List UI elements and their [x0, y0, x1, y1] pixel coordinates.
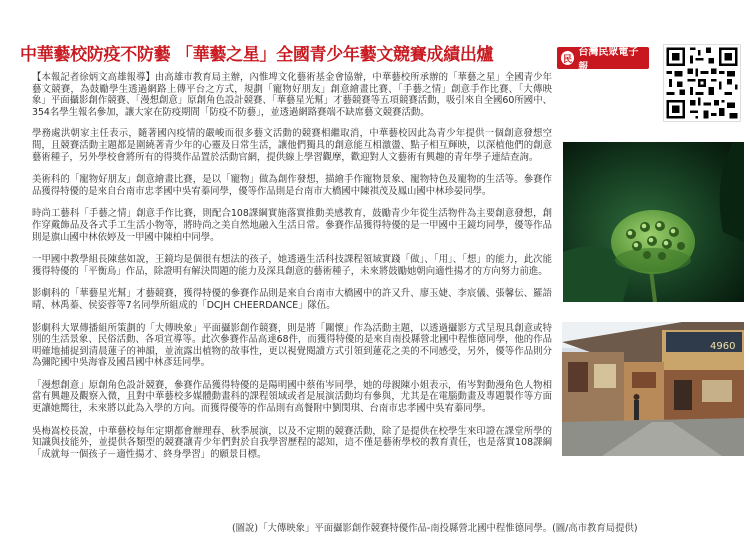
article-paragraph: 吳梅嵩校長說，中華藝校每年定期都會辦理春、秋季展演，以及不定期的競賽活動，除了是提供在校學生來印證在課堂所學的知識與技能外，並提供各類型的競賽讓青少年們對於自我學習歷程的認知，這不僅是藝術學校的教育責任，也是落實108課綱「成就每一個孩子－適性揚才、終身學習」的願景目標。: [32, 425, 552, 460]
article-paragraph: 學務處洪朝家主任表示，隨著國內疫情的嚴峻而很多藝文活動的競賽相繼取消，中華藝校因此為青少年提供一個創意發想空間，且競賽活動主題都是圍繞著青少年的心靈及日常生活，讓他們獨具的創意能互相激盪、點子相互輝映，以深植他們的創意藝術種子，另外學校會將所有的得獎作品置於活動官網，提供線上學習觀摩，歡迎對人文藝術有興趣的青年學子連結查詢。: [32, 128, 552, 163]
article-paragraph-lead: 【本報記者徐炳文高雄報導】由高雄市教育局主辦，內惟埤文化藝術基金會協辦，中華藝校所承辦的「華藝之星」全國青少年藝文競賽，為鼓勵學生透過網路上傳平台之方式，規劃「寵物好朋友」創意繪畫比賽、「手藝之情」創意手作比賽、「大傳映象」平面攝影創作競賽、「漫想創意」原創角色設計競賽、「華藝星光幫」才藝競賽等五項競賽活動，吸引來自全國60所國中、354名學生報名參加，讓大家在防疫期間「防疫不防藝」，並透過網路賽端不缺席藝文競賽活動。: [32, 72, 552, 118]
article-body: [32, 72, 552, 471]
brand-name: 台灣民眾電子報: [578, 47, 639, 73]
article-paragraph: 影劇科大眾傳播組所策劃的「大傳映象」平面攝影創作競賽，則是將「關懷」作為活動主題，以透過攝影方式呈現具創意或特別的生活景象、民俗活動、各項宣導等。此次參賽作品高達68件，而獲得特優的是來自南投縣營北國中程惟德同學，他的作品明確地捕捉到清晨蓮子的神韻，並流露出植物的故事性，更以視覺閱讀方式引領到蓮花之美的不同感受，另外，優等作品則分為彌陀國中吳海睿及國昌國中林彥廷同學。: [32, 322, 552, 369]
street-sign-number: 4960: [710, 341, 736, 352]
article-paragraph: 「漫想創意」原創角色設計競賽，參賽作品獲得特優的是陽明國中蔡侑岑同學，她的母親陳小姐表示，侑岑對動漫角色人物相當有興趣及觀察入微，且對中華藝校多媒體動畫科的課程領域或者是展演活動均有參與，尤其是在電腦動畫及專題製作等方面更讓她嚮往，未來將以此為入學的方向。而獲得優等的作品則有高餐附中劉閔琪、台南市忠孝國中吳宥蓁同學。: [32, 379, 552, 415]
article-paragraph: 美術科的「寵物好朋友」創意繪畫比賽，是以「寵物」做為創作發想，描繪手作寵物景象、寵物特色及寵物的生活等。參賽作品獲得特優的是來自台南市忠孝國中吳宥蓁同學，優等作品則是台南市大橋國中陳祺茂及鳳山國中林珍晏同學。: [32, 174, 552, 197]
lotus-seedpod-photo: [563, 142, 744, 302]
brand-badge[interactable]: [557, 47, 649, 73]
brand-logo-icon: 民: [561, 51, 574, 65]
article-paragraph: 影劇科的「華藝星光幫」才藝競賽，獲得特優的參賽作品則是來自台南市大橋國中的許又升、廖玉婕、李宸儀、張馨伝、羅語晴、林禹蓁、侯姿蓉等7名同學所組成的「DCJH CHEERDANCE」隊伍。: [32, 288, 552, 311]
qr-code-icon[interactable]: [663, 44, 741, 122]
article-paragraph: 時尚工藝科「手藝之情」創意手作比賽，則配合108課綱實施落實推動美感教育，鼓勵青少年從生活物件為主要創意發想，創作穿戴飾品及各式手工生活小物等，將時尚之美自然地融入生活日常。參賽作品獲得特優的是一甲國中王鏡均同學，優等作品則是旗山國中林依婷及一甲國中陳柏中同學。: [32, 208, 552, 243]
article-paragraph: 一甲國中教學組長陳慈如說，王鏡均是個很有想法的孩子，她透過生活科技課程領域實踐「做」、「用」、「想」的能力，此次能獲得特優的「平衡鳥」作品，除證明有解決問題的能力及深具創意的藝術種子，未來將鼓勵她朝向適性揚才的方向努力前進。: [32, 254, 552, 277]
photo-caption: (圖說)「大傳映象」平面攝影創作競賽特優作品-南投縣營北國中程惟德同學。(圖/高市教育局提供): [232, 523, 638, 534]
old-street-photo: [562, 322, 744, 456]
headline: 中華藝校防疫不防藝 「華藝之星」全國青少年藝文競賽成績出爐: [20, 45, 494, 65]
